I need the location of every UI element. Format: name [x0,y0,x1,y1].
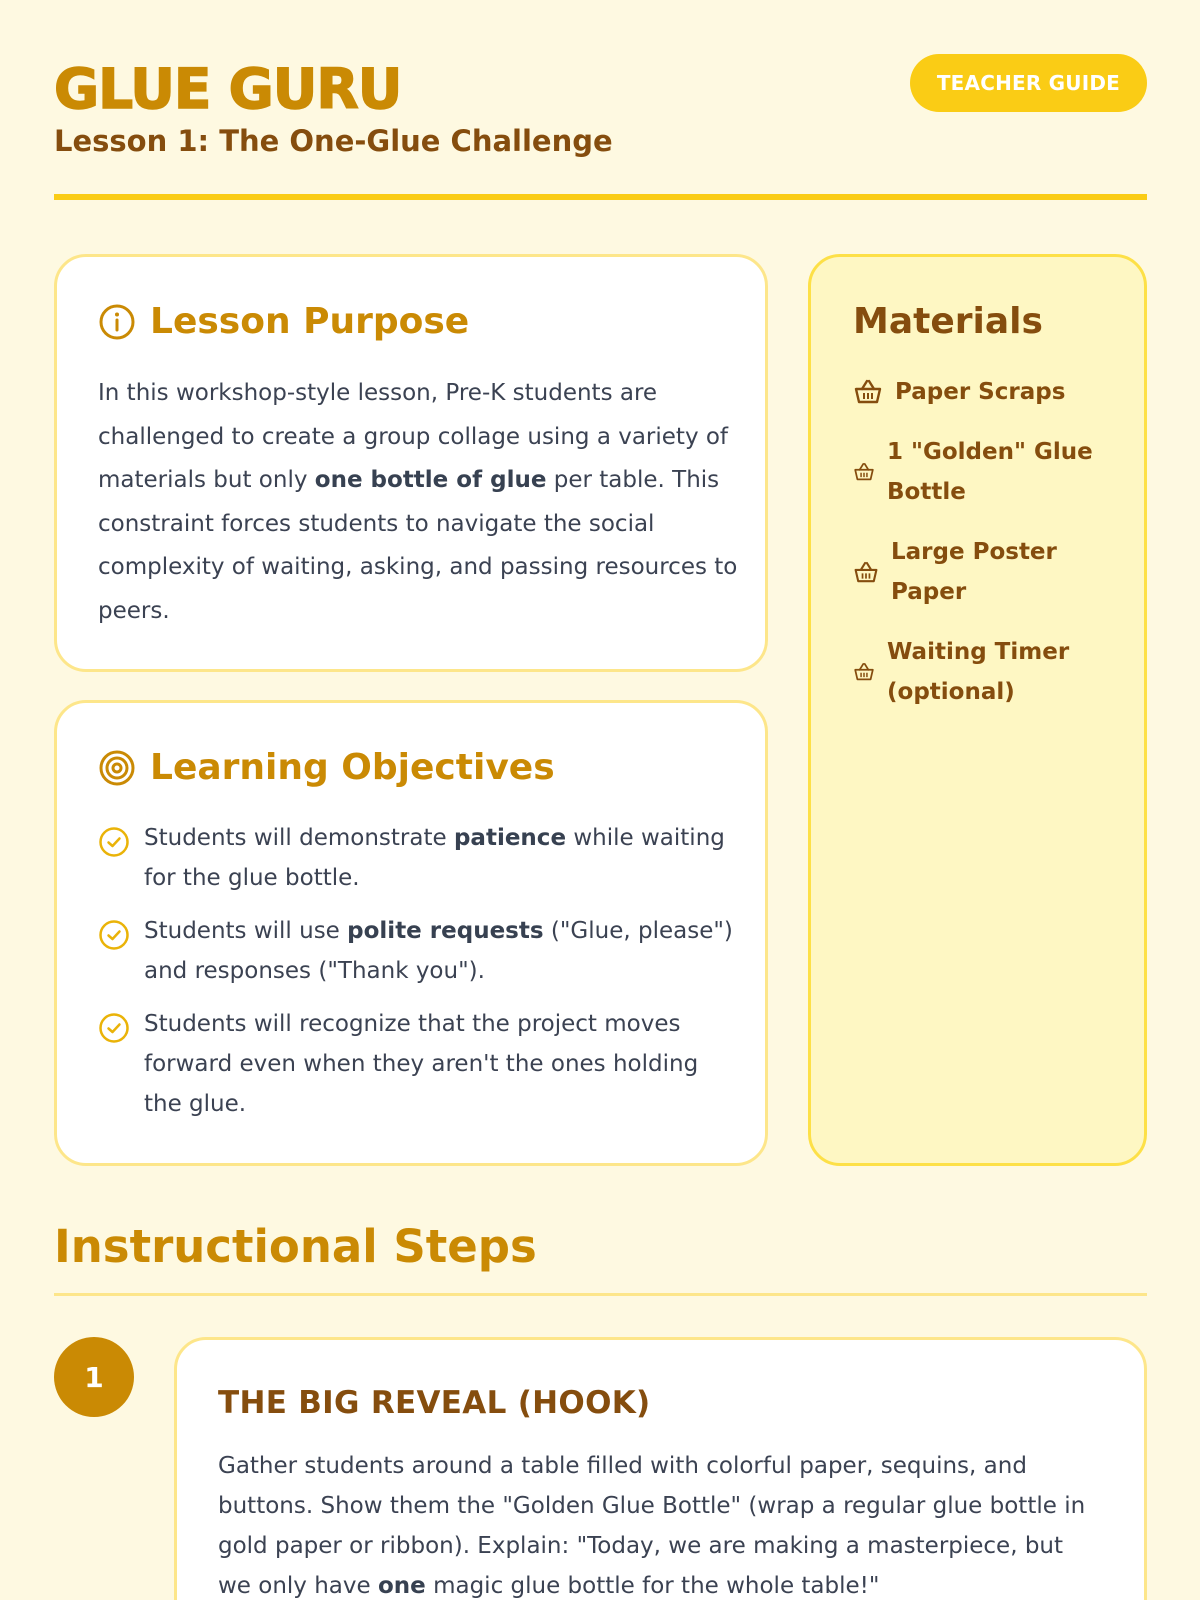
basket-icon [853,462,875,482]
header-divider [54,194,1147,200]
materials-card [808,254,1147,1166]
objective-text [144,911,738,991]
basket-icon [853,379,883,405]
list-item [853,432,1123,512]
teacher-guide-badge[interactable]: TEACHER GUIDE [910,54,1147,112]
material-label: Large Poster Paper [891,539,1057,605]
objective-text-part: Students will use [144,918,348,944]
objective-text-part: ("Glue, please") and responses ("Thank you"). [144,918,733,984]
step-title: THE BIG REVEAL (HOOK) [218,1385,651,1421]
objective-text [144,1004,738,1124]
lesson-purpose-title: Lesson Purpose [150,301,470,342]
materials-title: Materials [853,301,1043,342]
material-label: Paper Scraps [895,379,1066,405]
objective-text-bold: patience [453,825,567,851]
info-icon [98,303,136,341]
purpose-text-bold: one bottle of glue [314,467,547,493]
material-label: Waiting Timer (optional) [887,639,1070,705]
purpose-text-part: In this workshop-style lesson, Pre-K students are challenged to create a group collage using a variety of materials but only [98,380,729,493]
lesson-subtitle: Lesson 1: The One-Glue Challenge [54,124,613,158]
check-circle-icon [98,826,130,858]
step-text-bold: one [377,1573,426,1599]
step-number-badge: 1 [54,1337,134,1417]
purpose-text-part: per table. This constraint forces students to navigate the social complexity of waiting, asking, and passing resources to peers. [98,467,738,624]
list-item [98,818,738,898]
basket-icon [853,662,875,682]
objectives-list [98,818,738,1137]
check-circle-icon [98,919,130,951]
learning-objectives-heading [98,747,555,788]
materials-list [853,372,1123,732]
lesson-purpose-card [54,254,768,672]
list-item [853,632,1123,712]
material-label: 1 "Golden" Glue Bottle [887,439,1093,505]
brand-title: GLUE GURU [54,57,402,121]
objective-text-bold: polite requests [347,918,544,944]
section-divider [54,1293,1147,1296]
list-item [853,532,1123,612]
list-item [853,372,1123,412]
basket-icon [853,561,879,584]
step-card [174,1337,1147,1600]
objective-text-part: while waiting for the glue bottle. [144,825,725,891]
lesson-purpose-heading [98,301,469,342]
lesson-purpose-text [98,372,738,633]
target-icon [98,749,136,787]
learning-objectives-card [54,700,768,1166]
check-circle-icon [98,1012,130,1044]
page-header [54,50,1147,200]
list-item [98,1004,738,1124]
objective-text-part: Students will demonstrate [144,825,454,851]
instructional-steps-title: Instructional Steps [54,1220,537,1273]
objective-text-part: Students will recognize that the project moves forward even when they aren't the ones holding the glue. [144,1011,699,1117]
step-text-part: magic glue bottle for the whole table!" [425,1573,880,1599]
step-text [218,1446,1098,1600]
step-text-part: Gather students around a table filled with colorful paper, sequins, and buttons. Show them the "Golden Glue Bottle" (wrap a regular glue bottle in gold paper or ribbon). Explain: "Today, we are making a masterpiece, but we only have [218,1453,1086,1599]
learning-objectives-title: Learning Objectives [150,747,555,788]
objective-text [144,818,738,898]
list-item [98,911,738,991]
